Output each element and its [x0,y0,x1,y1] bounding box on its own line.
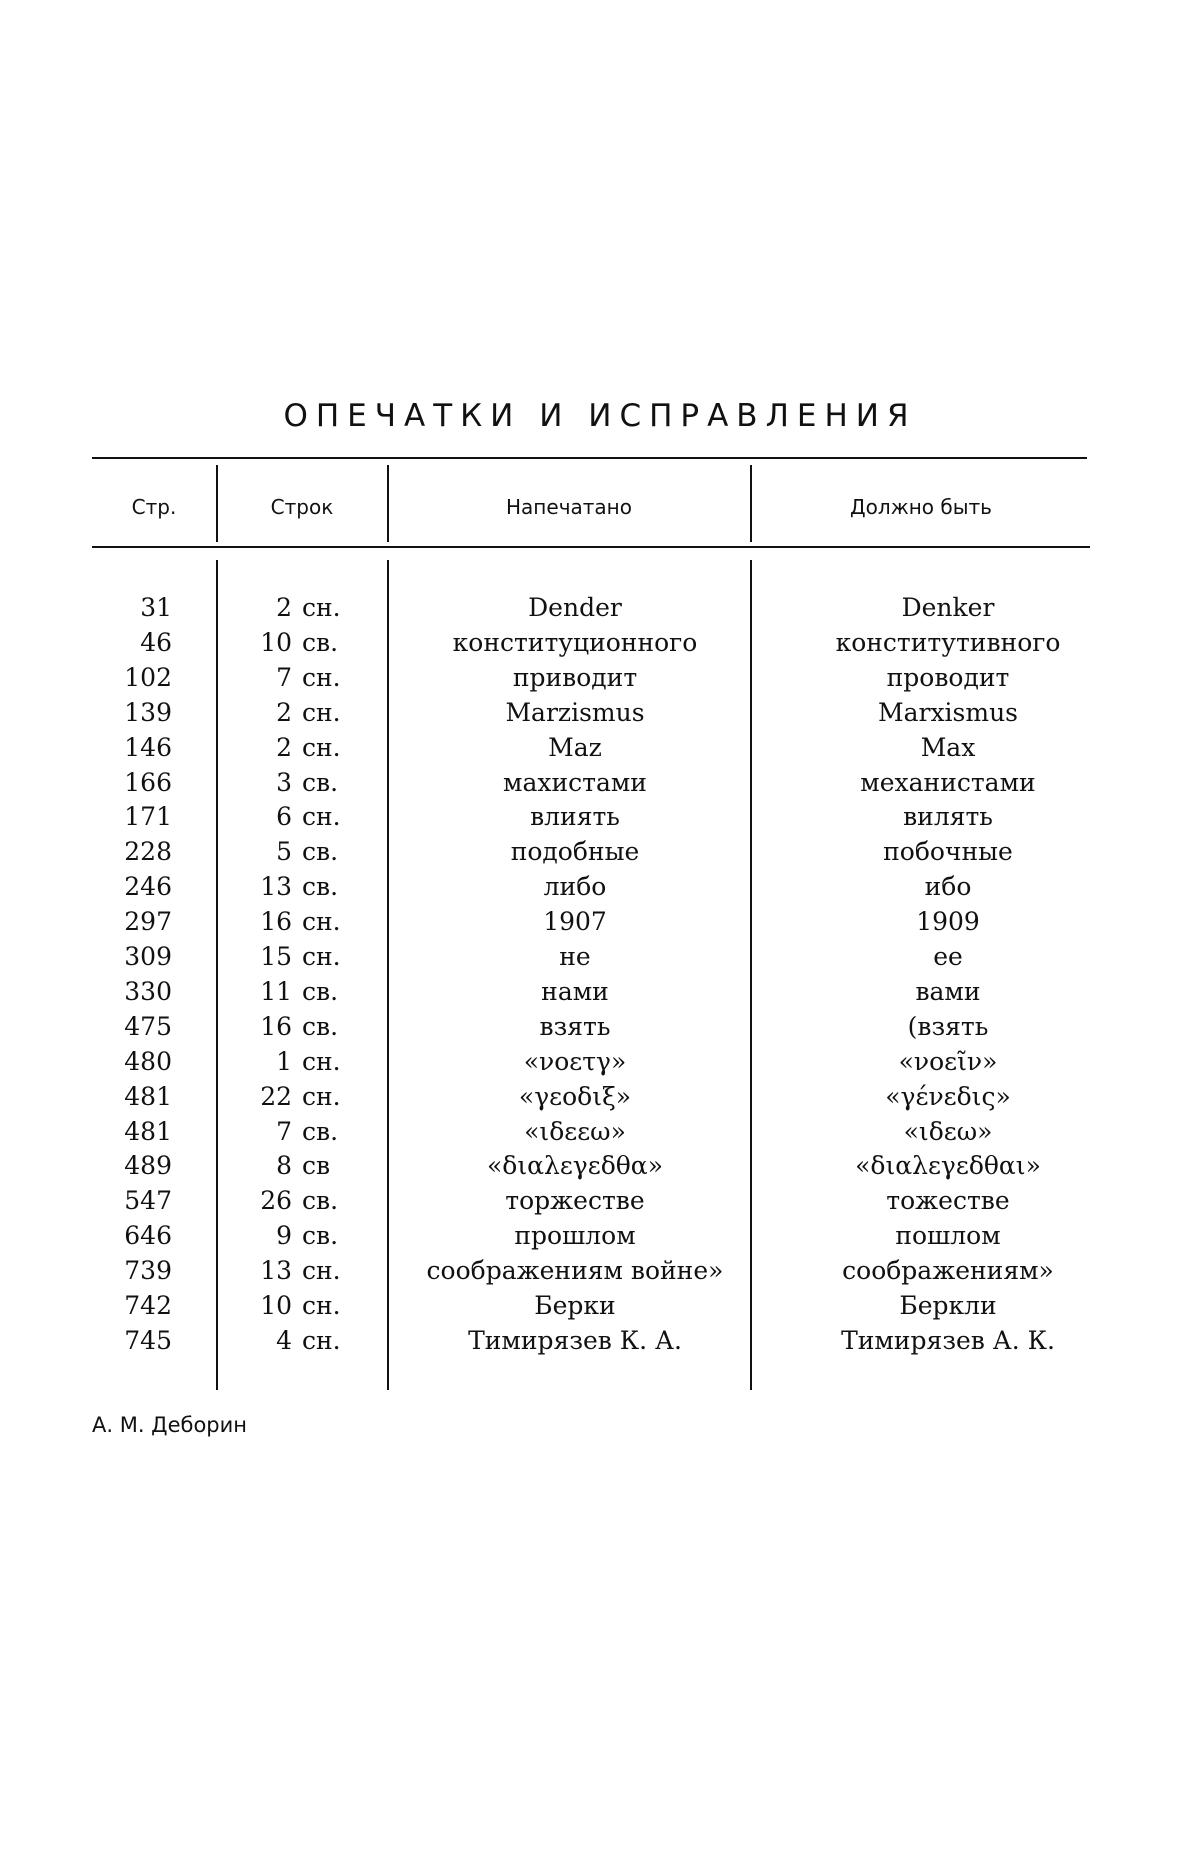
table-row [0,1186,1200,1221]
table-row [0,663,1200,698]
page-cell: 246 [124,872,172,902]
line-number-cell: 11 [260,976,292,1006]
table-row [0,1221,1200,1256]
correct-cell: тожестве [886,1186,1010,1216]
line-direction-cell: св. [302,767,339,797]
table-row [0,802,1200,837]
line-number-cell: 5 [276,837,292,867]
line-direction-cell: сн. [302,732,341,762]
correct-cell: конститутивного [835,627,1061,657]
correct-cell: «νοεῖν» [898,1046,998,1076]
printed-cell: соображениям войне» [426,1256,724,1286]
line-number-cell: 9 [276,1221,292,1251]
table-row [0,1326,1200,1361]
page-cell: 102 [124,662,172,692]
table-row [0,628,1200,663]
line-number-cell: 2 [276,697,292,727]
page-cell: 31 [140,593,172,622]
page-cell: 146 [124,732,172,762]
printed-cell: Marzismus [505,697,645,727]
line-direction-cell: св. [302,1011,339,1041]
line-direction-cell: сн. [302,1081,341,1111]
page-cell: 481 [124,1081,172,1111]
table-header-rule [92,546,1090,548]
column-separator-3 [750,465,752,542]
line-number-cell: 2 [276,732,292,762]
line-direction-cell: сн. [302,942,341,971]
correct-cell: побочные [883,837,1013,867]
printed-cell: Берки [534,1291,616,1320]
printed-cell: подобные [510,837,640,867]
line-number-cell: 1 [276,1046,292,1076]
line-number-cell: 10 [260,627,292,657]
printed-cell: Dender [528,593,622,622]
table-row [0,698,1200,733]
table-top-rule [92,457,1087,459]
table-row [0,1012,1200,1047]
line-number-cell: 10 [260,1291,292,1320]
header-correct: Должно быть [850,495,992,519]
line-direction-cell: св. [302,1221,339,1251]
line-direction-cell: св [302,1151,331,1181]
correct-cell: Denker [901,593,995,622]
table-row [0,1047,1200,1082]
line-direction-cell: св. [302,1116,339,1146]
line-direction-cell: сн. [302,802,341,832]
line-direction-cell: сн. [302,1046,341,1076]
page-cell: 297 [124,907,172,937]
correct-cell: Тимирязев А. К. [841,1325,1055,1355]
correct-cell: проводит [886,662,1010,692]
table-row [0,733,1200,768]
page-cell: 480 [124,1046,172,1076]
table-row [0,942,1200,977]
correct-cell: ее [933,942,963,971]
signature: А. М. Деборин [92,1413,248,1437]
table-row [0,1291,1200,1326]
line-direction-cell: сн. [302,662,341,692]
line-number-cell: 7 [276,1116,292,1146]
correct-cell: «διαλεγεδθαι» [855,1151,1041,1181]
page-cell: 139 [124,697,172,727]
line-number-cell: 22 [260,1081,292,1111]
table-row [0,907,1200,942]
correct-cell: соображениям» [842,1256,1054,1286]
printed-cell: торжестве [505,1186,645,1216]
correct-cell: механистами [860,767,1036,797]
line-number-cell: 3 [276,767,292,797]
printed-cell: взять [539,1011,611,1041]
table-row [0,1151,1200,1186]
header-line: Строк [270,495,334,519]
correct-cell: вами [915,976,981,1006]
column-separator-2 [387,465,389,542]
printed-cell: не [559,942,591,971]
printed-cell: конституционного [452,627,698,657]
page-cell: 745 [124,1325,172,1355]
table-row [0,872,1200,907]
printed-cell: «νοετγ» [523,1046,627,1076]
correct-cell: Беркли [899,1291,997,1320]
correct-cell: Max [920,732,976,762]
page-cell: 46 [140,627,172,657]
printed-cell: махистами [503,767,647,797]
printed-cell: «διαλεγεδθα» [486,1151,663,1181]
page-cell: 547 [124,1186,172,1216]
page-title: ОПЕЧАТКИ И ИСПРАВЛЕНИЯ [283,398,917,434]
line-direction-cell: сн. [302,1256,341,1286]
line-direction-cell: сн. [302,1291,341,1320]
printed-cell: либо [543,872,607,902]
line-direction-cell: св. [302,976,339,1006]
table-row [0,768,1200,803]
page-cell: 481 [124,1116,172,1146]
line-number-cell: 2 [276,593,292,622]
printed-cell: «γεοδιξ» [518,1081,632,1111]
printed-cell: Тимирязев К. А. [468,1325,682,1355]
correct-cell: пошлом [895,1221,1001,1251]
line-direction-cell: сн. [302,697,341,727]
page-cell: 646 [124,1221,172,1251]
line-direction-cell: сн. [302,907,341,937]
page-cell: 309 [124,942,172,971]
line-number-cell: 6 [276,802,292,832]
line-number-cell: 13 [260,1256,292,1286]
line-direction-cell: св. [302,837,339,867]
correct-cell: (взять [907,1011,989,1041]
table-row [0,1117,1200,1152]
table-row [0,977,1200,1012]
header-printed: Напечатано [506,495,632,519]
printed-cell: влиять [530,802,620,832]
printed-cell: прошлом [514,1221,636,1251]
line-number-cell: 15 [260,942,292,971]
table-row [0,593,1200,628]
line-number-cell: 8 [276,1151,292,1181]
line-direction-cell: сн. [302,593,341,622]
page-cell: 489 [124,1151,172,1181]
line-number-cell: 16 [260,1011,292,1041]
correct-cell: ибо [924,872,972,902]
page-cell: 739 [124,1256,172,1286]
printed-cell: приводит [512,662,638,692]
line-direction-cell: св. [302,1186,339,1216]
line-number-cell: 13 [260,872,292,902]
correct-cell: вилять [903,802,993,832]
line-number-cell: 4 [276,1325,292,1355]
correct-cell: 1909 [916,907,980,937]
line-direction-cell: св. [302,627,339,657]
line-number-cell: 7 [276,662,292,692]
correct-cell: Marxismus [877,697,1018,727]
table-row [0,837,1200,872]
page-cell: 228 [124,837,172,867]
page-cell: 475 [124,1011,172,1041]
line-number-cell: 26 [260,1186,292,1216]
column-separator-1 [216,465,218,542]
line-number-cell: 16 [260,907,292,937]
header-page: Стр. [131,495,177,519]
correct-cell: «ιδεω» [903,1116,993,1146]
printed-cell: нами [541,976,609,1006]
line-direction-cell: сн. [302,1325,341,1355]
printed-cell: Maz [548,732,602,762]
page-cell: 742 [124,1291,172,1320]
printed-cell: «ιδεεω» [524,1116,626,1146]
page-cell: 166 [124,767,172,797]
table-row [0,1082,1200,1117]
correct-cell: «γένεδις» [885,1081,1011,1111]
page-cell: 171 [124,802,172,832]
page-cell: 330 [124,976,172,1006]
printed-cell: 1907 [543,907,607,937]
line-direction-cell: св. [302,872,339,902]
table-row [0,1256,1200,1291]
